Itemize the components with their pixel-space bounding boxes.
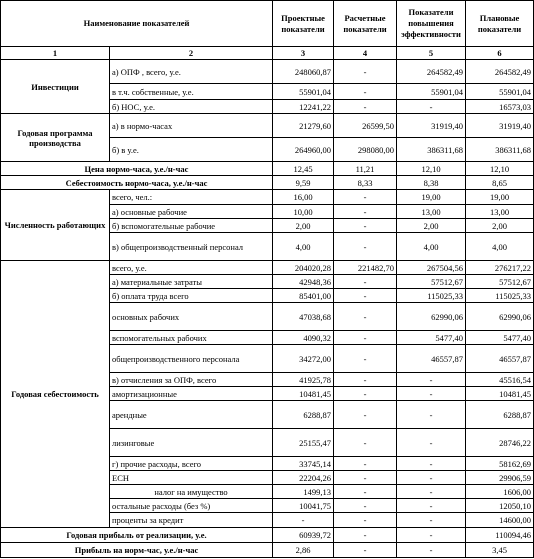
group-staff: Численность работающих bbox=[1, 190, 110, 261]
row-label: амортизационные bbox=[110, 387, 273, 401]
cell-planned: 386311,68 bbox=[466, 138, 534, 162]
cell-calculated: - bbox=[334, 331, 397, 345]
cell-project: - bbox=[273, 513, 334, 528]
cell-planned: 16573,03 bbox=[466, 100, 534, 114]
cell-calculated: - bbox=[334, 499, 397, 513]
cell-project: 10,00 bbox=[273, 205, 334, 219]
group-program: Годовая программа производства bbox=[1, 114, 110, 162]
cell-project: 12,45 bbox=[273, 162, 334, 176]
row-label: Прибыль на норм-час, у.е./н-час bbox=[1, 543, 273, 558]
cell-planned: 29906,59 bbox=[466, 471, 534, 485]
cell-planned: 14600,00 bbox=[466, 513, 534, 528]
cell-efficiency: - bbox=[397, 528, 466, 543]
cell-project: 2,00 bbox=[273, 219, 334, 233]
cell-efficiency: 115025,33 bbox=[397, 289, 466, 303]
row-label: в) общепроизводственный персонал bbox=[110, 233, 273, 261]
row-label: а) в нормо-часах bbox=[110, 114, 273, 138]
cell-efficiency: - bbox=[397, 429, 466, 457]
cell-calculated: 11,21 bbox=[334, 162, 397, 176]
row-label: г) прочие расходы, всего bbox=[110, 457, 273, 471]
cell-efficiency: - bbox=[397, 485, 466, 499]
cell-calculated: - bbox=[334, 485, 397, 499]
cell-project: 34272,00 bbox=[273, 345, 334, 373]
cell-planned: 62990,06 bbox=[466, 303, 534, 331]
cell-efficiency: 2,00 bbox=[397, 219, 466, 233]
row-label: Цена нормо-часа, у.е./н-час bbox=[1, 162, 273, 176]
cell-calculated: - bbox=[334, 219, 397, 233]
cell-planned: 28746,22 bbox=[466, 429, 534, 457]
col-number: 2 bbox=[110, 47, 273, 60]
cell-project: 204020,28 bbox=[273, 261, 334, 275]
cell-planned: 8,65 bbox=[466, 176, 534, 190]
cell-planned: 46557,87 bbox=[466, 345, 534, 373]
cell-calculated: - bbox=[334, 205, 397, 219]
cell-efficiency: 13,00 bbox=[397, 205, 466, 219]
cell-efficiency: 267504,56 bbox=[397, 261, 466, 275]
cell-planned: 4,00 bbox=[466, 233, 534, 261]
row-label: проценты за кредит bbox=[110, 513, 273, 528]
table-row bbox=[1, 162, 534, 176]
cell-project: 55901,04 bbox=[273, 84, 334, 100]
cell-calculated: 298080,00 bbox=[334, 138, 397, 162]
row-label: Годовая прибыль от реализации, у.е. bbox=[1, 528, 273, 543]
cell-efficiency: - bbox=[397, 543, 466, 558]
cell-project: 2,86 bbox=[273, 543, 334, 558]
cell-project: 12241,22 bbox=[273, 100, 334, 114]
header-row bbox=[1, 1, 534, 47]
header-name: Наименование показателей bbox=[1, 1, 273, 47]
cell-planned: 57512,67 bbox=[466, 275, 534, 289]
cell-planned: 10481,45 bbox=[466, 387, 534, 401]
table-row bbox=[1, 190, 534, 205]
column-number-row bbox=[1, 47, 534, 60]
cell-project: 9,59 bbox=[273, 176, 334, 190]
row-label: остальные расходы (без %) bbox=[110, 499, 273, 513]
table-row bbox=[1, 543, 534, 558]
cell-calculated: - bbox=[334, 373, 397, 387]
row-label: основных рабочих bbox=[110, 303, 273, 331]
cell-efficiency: 31919,40 bbox=[397, 114, 466, 138]
cell-planned: 115025,33 bbox=[466, 289, 534, 303]
row-label: ЕСН bbox=[110, 471, 273, 485]
cell-efficiency: 55901,04 bbox=[397, 84, 466, 100]
cell-efficiency: - bbox=[397, 373, 466, 387]
row-label: а) основные рабочие bbox=[110, 205, 273, 219]
cell-planned: 55901,04 bbox=[466, 84, 534, 100]
cell-efficiency: 386311,68 bbox=[397, 138, 466, 162]
cell-calculated: 26599,50 bbox=[334, 114, 397, 138]
header-efficiency: Показатели повышения эффективности bbox=[397, 1, 466, 47]
cell-calculated: - bbox=[334, 401, 397, 429]
cell-efficiency: 8,38 bbox=[397, 176, 466, 190]
row-label: арендные bbox=[110, 401, 273, 429]
cell-calculated: - bbox=[334, 60, 397, 84]
cell-efficiency: 4,00 bbox=[397, 233, 466, 261]
cell-planned: 5477,40 bbox=[466, 331, 534, 345]
cell-efficiency: - bbox=[397, 457, 466, 471]
cell-project: 25155,47 bbox=[273, 429, 334, 457]
cell-efficiency: - bbox=[397, 499, 466, 513]
cell-project: 33745,14 bbox=[273, 457, 334, 471]
cell-project: 41925,78 bbox=[273, 373, 334, 387]
row-label: б) оплата труда всего bbox=[110, 289, 273, 303]
cell-calculated: 8,33 bbox=[334, 176, 397, 190]
cell-calculated: - bbox=[334, 190, 397, 205]
cell-planned: 264582,49 bbox=[466, 60, 534, 84]
cell-planned: 6288,87 bbox=[466, 401, 534, 429]
cell-calculated: - bbox=[334, 471, 397, 485]
cell-planned: 31919,40 bbox=[466, 114, 534, 138]
cell-planned: 12,10 bbox=[466, 162, 534, 176]
cell-project: 4090,32 bbox=[273, 331, 334, 345]
cell-project: 21279,60 bbox=[273, 114, 334, 138]
cell-project: 264960,00 bbox=[273, 138, 334, 162]
header-calculated: Расчетные показатели bbox=[334, 1, 397, 47]
cell-calculated: - bbox=[334, 275, 397, 289]
col-number: 4 bbox=[334, 47, 397, 60]
cell-project: 42948,36 bbox=[273, 275, 334, 289]
cell-efficiency: - bbox=[397, 387, 466, 401]
cell-calculated: - bbox=[334, 233, 397, 261]
row-label: налог на имущество bbox=[110, 485, 273, 499]
table-row bbox=[1, 60, 534, 84]
cell-planned: 2,00 bbox=[466, 219, 534, 233]
cell-efficiency: 62990,06 bbox=[397, 303, 466, 331]
cell-planned: 110094,46 bbox=[466, 528, 534, 543]
cell-project: 10481,45 bbox=[273, 387, 334, 401]
col-number: 3 bbox=[273, 47, 334, 60]
cell-calculated: - bbox=[334, 457, 397, 471]
cell-efficiency: - bbox=[397, 471, 466, 485]
row-label: б) вспомогательные рабочие bbox=[110, 219, 273, 233]
cell-project: 22204,26 bbox=[273, 471, 334, 485]
table-row bbox=[1, 176, 534, 190]
table-row bbox=[1, 528, 534, 543]
col-number: 5 bbox=[397, 47, 466, 60]
cell-efficiency: 5477,40 bbox=[397, 331, 466, 345]
row-label: общепроизводственного персонала bbox=[110, 345, 273, 373]
cell-planned: 58162,69 bbox=[466, 457, 534, 471]
row-label: б) в у.е. bbox=[110, 138, 273, 162]
cell-efficiency: - bbox=[397, 513, 466, 528]
cell-calculated: - bbox=[334, 528, 397, 543]
cell-project: 85401,00 bbox=[273, 289, 334, 303]
cell-calculated: - bbox=[334, 345, 397, 373]
cell-efficiency: 264582,49 bbox=[397, 60, 466, 84]
cell-efficiency: - bbox=[397, 401, 466, 429]
col-number: 6 bbox=[466, 47, 534, 60]
row-label: вспомогательных рабочих bbox=[110, 331, 273, 345]
cell-calculated: - bbox=[334, 429, 397, 457]
row-label: а) материальные затраты bbox=[110, 275, 273, 289]
cell-planned: 276217,22 bbox=[466, 261, 534, 275]
header-project: Проектные показатели bbox=[273, 1, 334, 47]
row-label: лизинговые bbox=[110, 429, 273, 457]
row-label: всего, чел.: bbox=[110, 190, 273, 205]
cell-calculated: 221482,70 bbox=[334, 261, 397, 275]
cell-project: 4,00 bbox=[273, 233, 334, 261]
row-label: б) НОС, у.е. bbox=[110, 100, 273, 114]
cell-project: 60939,72 bbox=[273, 528, 334, 543]
row-label: всего, у.е. bbox=[110, 261, 273, 275]
cell-planned: 3,45 bbox=[466, 543, 534, 558]
group-cost: Годовая себестоимость bbox=[1, 261, 110, 528]
cell-project: 6288,87 bbox=[273, 401, 334, 429]
col-number: 1 bbox=[1, 47, 110, 60]
cell-efficiency: 46557,87 bbox=[397, 345, 466, 373]
cell-efficiency: 19,00 bbox=[397, 190, 466, 205]
cell-project: 16,00 bbox=[273, 190, 334, 205]
row-label: а) ОПФ , всего, у.е. bbox=[110, 60, 273, 84]
cell-planned: 1606,00 bbox=[466, 485, 534, 499]
table-row bbox=[1, 261, 534, 275]
cell-efficiency: 12,10 bbox=[397, 162, 466, 176]
cell-calculated: - bbox=[334, 303, 397, 331]
cell-project: 248060,87 bbox=[273, 60, 334, 84]
cell-planned: 19,00 bbox=[466, 190, 534, 205]
row-label: Себестоимость нормо-часа, у.е./н-час bbox=[1, 176, 273, 190]
cell-project: 10041,75 bbox=[273, 499, 334, 513]
cell-calculated: - bbox=[334, 513, 397, 528]
header-planned: Плановые показатели bbox=[466, 1, 534, 47]
cell-calculated: - bbox=[334, 387, 397, 401]
row-label: в) отчисления за ОПФ, всего bbox=[110, 373, 273, 387]
cell-calculated: - bbox=[334, 84, 397, 100]
cell-calculated: - bbox=[334, 543, 397, 558]
table-row bbox=[1, 114, 534, 138]
cell-efficiency: - bbox=[397, 100, 466, 114]
cell-calculated: - bbox=[334, 289, 397, 303]
cell-efficiency: 57512,67 bbox=[397, 275, 466, 289]
row-label: в т.ч. собственные, у.е. bbox=[110, 84, 273, 100]
cell-planned: 12050,10 bbox=[466, 499, 534, 513]
cell-project: 47038,68 bbox=[273, 303, 334, 331]
cell-project: 1499,13 bbox=[273, 485, 334, 499]
cell-planned: 13,00 bbox=[466, 205, 534, 219]
cell-calculated: - bbox=[334, 100, 397, 114]
cell-planned: 45516,54 bbox=[466, 373, 534, 387]
group-investments: Инвестиции bbox=[1, 60, 110, 114]
